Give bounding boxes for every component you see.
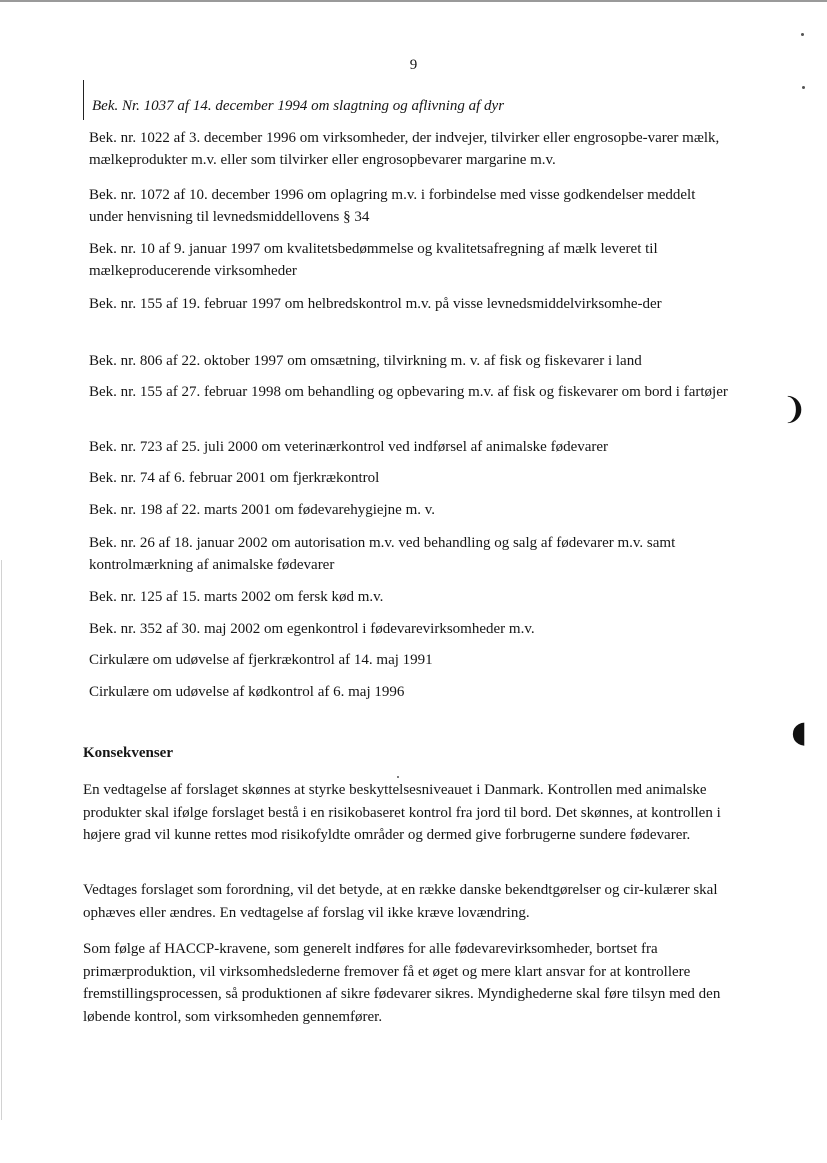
paragraph-2: Vedtages forslaget som forordning, vil det betyde, at en række danske bekendtgørelser og cir-kulærer skal ophæves eller ændres. En vedtagelse af forslag vil ikke kræve lovændring. xyxy=(83,882,718,921)
paragraph-3: Som følge af HACCP-kravene, som generelt indføres for alle fødevarevirksomheder, bortset fra primærproduktion, vil virksomhedslederne fremover få et øget og mere klart ansvar for at kontrollere fremstillingsprocessen, så produktionen af sikre fødevarer sikres. Myndighederne skal føre tilsyn med den løbende kontrol, som virksomheden gennemfører. xyxy=(83,941,721,1025)
regulation-entry-12: Bek. nr. 125 af 15. marts 2002 om fersk kød m.v. xyxy=(89,589,384,605)
regulation-entry-13: Bek. nr. 352 af 30. maj 2002 om egenkontrol i fødevarevirksomheder m.v. xyxy=(89,621,535,637)
regulation-entry-10: Bek. nr. 198 af 22. marts 2001 om fødevarehygiejne m. v. xyxy=(89,502,436,518)
regulation-entry-6: Bek. nr. 806 af 22. oktober 1997 om omsætning, tilvirkning m. v. af fisk og fiskevarer i land xyxy=(89,353,642,369)
regulation-entry-7: Bek. nr. 155 af 27. februar 1998 om behandling og opbevaring m.v. af fisk og fiskevarer om bord i fartøjer xyxy=(89,384,728,400)
regulation-entry-11: Bek. nr. 26 af 18. januar 2002 om autorisation m.v. ved behandling og salg af fødevarer m.v. samt kontrolmærkning af animalske fødevarer xyxy=(89,535,676,573)
regulation-entry-2: Bek. nr. 1022 af 3. december 1996 om virksomheder, der indvejer, tilvirker eller engrosopbe-varer mælk, mælkeprodukter m.v. eller som tilvirker eller engrosopbevarer margarine m.v. xyxy=(89,130,720,168)
page-number: 9 xyxy=(409,57,418,73)
binder-hole-mark-lower: ◖ xyxy=(791,715,807,750)
scan-speck xyxy=(801,33,804,36)
change-bar xyxy=(83,80,84,120)
top-scan-edge xyxy=(0,0,827,2)
regulation-entry-4: Bek. nr. 10 af 9. januar 1997 om kvalitetsbedømmelse og kvalitetsafregning af mælk leveret til mælkeproducerende virksomheder xyxy=(89,241,658,279)
regulation-entry-9: Bek. nr. 74 af 6. februar 2001 om fjerkrækontrol xyxy=(89,470,380,486)
regulation-entry-14: Cirkulære om udøvelse af fjerkrækontrol af 14. maj 1991 xyxy=(89,652,433,668)
regulation-entry-1: Bek. Nr. 1037 af 14. december 1994 om slagtning og aflivning af dyr xyxy=(92,98,505,114)
binder-hole-mark-upper: ❩ xyxy=(781,392,807,427)
regulation-entry-8: Bek. nr. 723 af 25. juli 2000 om veterinærkontrol ved indførsel af animalske fødevarer xyxy=(89,439,609,455)
paragraph-1: En vedtagelse af forslaget skønnes at styrke beskyttelsesniveauet i Danmark. Kontrollen med animalske produkter skal ifølge forslaget bestå i en risikobaseret kontrol fra jord til bord. Det skønnes, at kontrollen i højere grad vil kunne rettes mod risikofyldte områder og dermed give forbrugerne sundere fødevarer. xyxy=(83,782,721,843)
scan-speck xyxy=(802,86,805,89)
regulation-entry-3: Bek. nr. 1072 af 10. december 1996 om oplagring m.v. i forbindelse med visse godkendelser meddelt under henvisning til levnedsmiddellovens § 34 xyxy=(89,187,696,225)
section-heading: Konsekvenser xyxy=(83,745,173,761)
regulation-entry-15: Cirkulære om udøvelse af kødkontrol af 6. maj 1996 xyxy=(89,684,405,700)
regulation-entry-5: Bek. nr. 155 af 19. februar 1997 om helbredskontrol m.v. på visse levnedsmiddelvirksomhe-der xyxy=(89,296,662,312)
scan-speck xyxy=(397,776,399,778)
left-scan-edge xyxy=(1,560,2,1120)
